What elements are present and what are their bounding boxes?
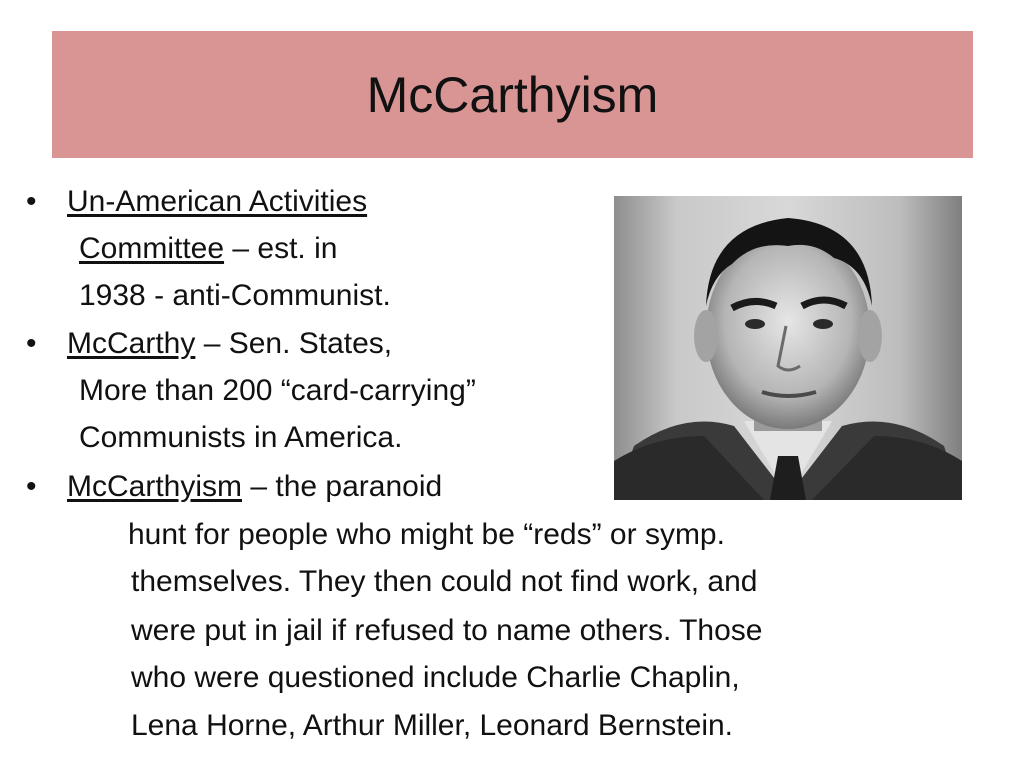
bullet-1-text: – est. in (224, 232, 338, 265)
mccarthyism-term: McCarthyism (67, 470, 243, 503)
portrait-photo (614, 196, 962, 500)
bullet-2-line-2: More than 200 “card-carrying” (79, 374, 476, 407)
bullet-2-line-1 (67, 320, 392, 367)
bullet-3-line-3: themselves. They then could not find work, and (131, 565, 758, 598)
bullet-3-text: – the paranoid (242, 470, 443, 503)
bullet-marker: • (26, 185, 37, 218)
bullet-marker: • (26, 470, 37, 503)
bullet-3-line-1 (67, 463, 442, 510)
bullet-1-line-3: 1938 - anti-Communist. (79, 279, 391, 312)
bullet-2-line-3: Communists in America. (79, 421, 403, 454)
bullet-3-line-6: Lena Horne, Arthur Miller, Leonard Bernstein. (131, 709, 734, 742)
bullet-1-line-2 (79, 225, 337, 272)
bullet-3-line-5: who were questioned include Charlie Chaplin, (131, 661, 740, 694)
bullet-3-line-2: hunt for people who might be “reds” or symp. (128, 518, 725, 551)
bullet-1-line-1 (67, 178, 367, 225)
bullet-3-line-4: were put in jail if refused to name others. Those (131, 614, 763, 647)
slide-title: McCarthyism (366, 66, 659, 123)
mccarthy-term: McCarthy (67, 327, 196, 360)
hua-term-cont: Committee (79, 232, 225, 265)
bullet-2-text: – Sen. States, (195, 327, 393, 360)
title-bar (52, 31, 973, 158)
portrait-illustration (614, 196, 962, 500)
hua-term: Un-American Activities (67, 185, 368, 218)
bullet-marker: • (26, 327, 37, 360)
